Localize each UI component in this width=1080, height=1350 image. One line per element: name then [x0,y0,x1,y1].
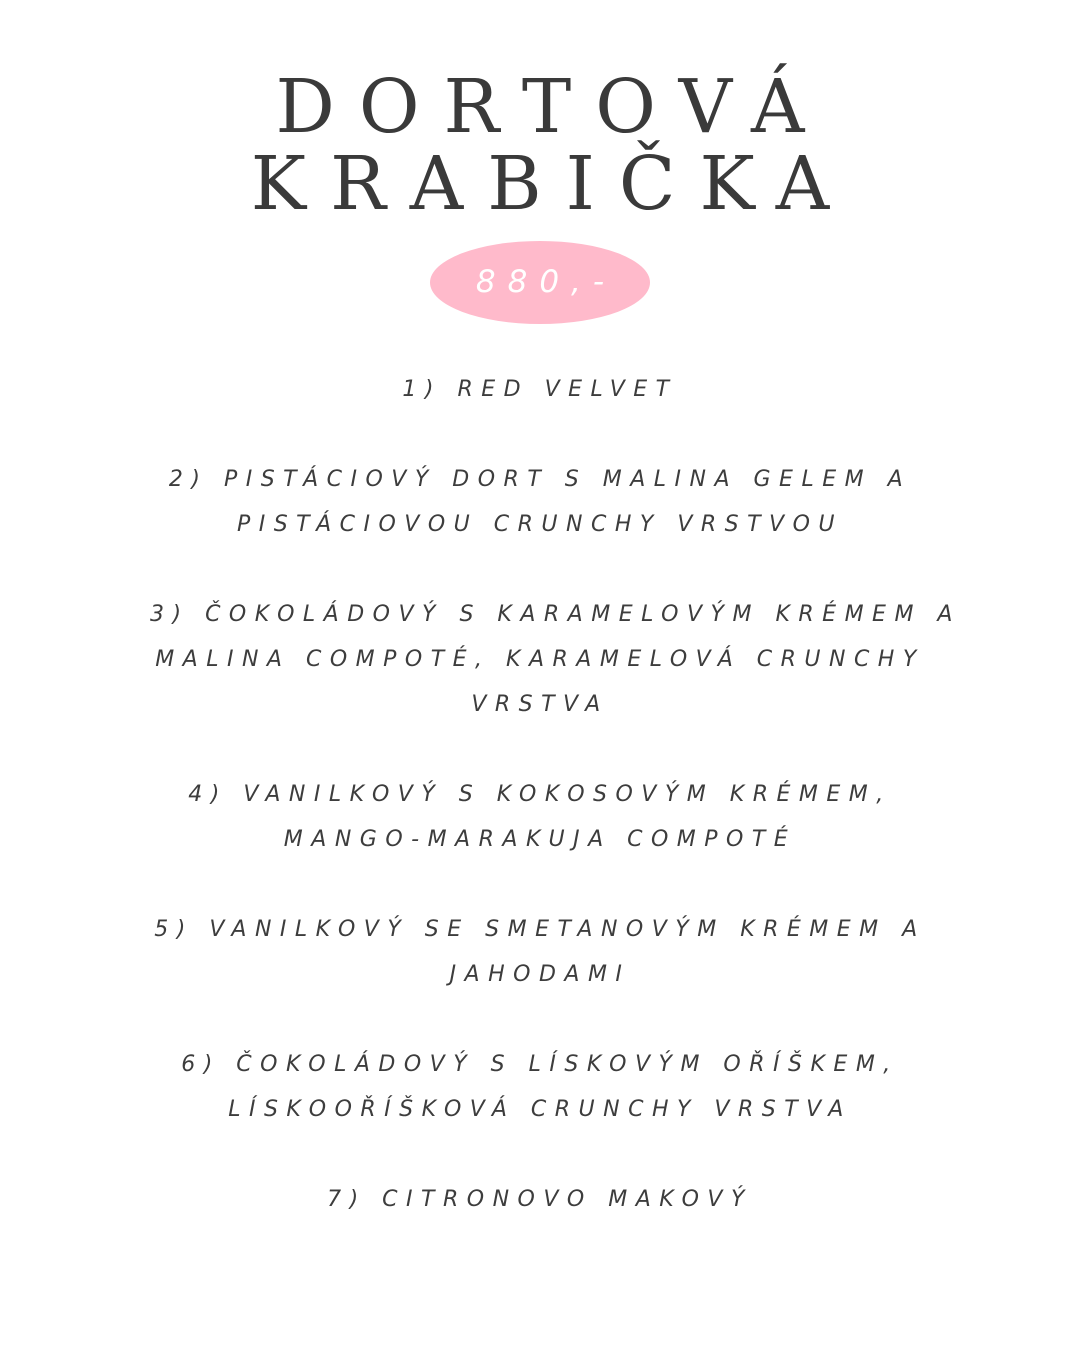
menu-item-line: MALINA COMPOTÉ, KARAMELOVÁ CRUNCHY [155,647,925,672]
menu-item-line: 6) ČOKOLÁDOVÝ S LÍSKOVÝM OŘÍŠKEM, [181,1052,899,1077]
menu-item-6 [150,1042,930,1132]
price-badge [430,241,650,324]
menu-item-line: 4) VANILKOVÝ S KOKOSOVÝM KRÉMEM, [188,782,892,807]
menu-item-line: 3) ČOKOLÁDOVÝ S KARAMELOVÝM KRÉMEM A [150,602,961,627]
menu-item-line: JAHODAMI [449,962,631,987]
menu-item-3 [150,592,961,727]
menu-item-line: PISTÁCIOVOU CRUNCHY VRSTVOU [236,512,844,537]
title-line-1: DORTOVÁ [275,64,829,150]
menu-item-line: 7) CITRONOVO MAKOVÝ [327,1187,753,1212]
menu-item-4 [150,772,930,862]
menu-item-line: LÍSKOOŘÍŠKOVÁ CRUNCHY VRSTVA [228,1097,852,1122]
menu-item-line: 5) VANILKOVÝ SE SMETANOVÝM KRÉMEM A [154,917,926,942]
menu-item-2 [150,457,930,547]
menu-item-line: MANGO-MARAKUJA COMPOTÉ [283,827,797,852]
price-text: 880,- [475,264,617,300]
menu-item-5 [150,907,930,997]
menu-item-line: 2) PISTÁCIOVÝ DORT S MALINA GELEM A [168,467,912,492]
menu-item-7 [150,1177,930,1222]
menu-item-1 [150,367,930,412]
menu-item-line: VRSTVA [471,692,609,717]
menu-item-line: 1) RED VELVET [402,377,678,402]
title-line-2: KRABIČKA [250,141,854,227]
